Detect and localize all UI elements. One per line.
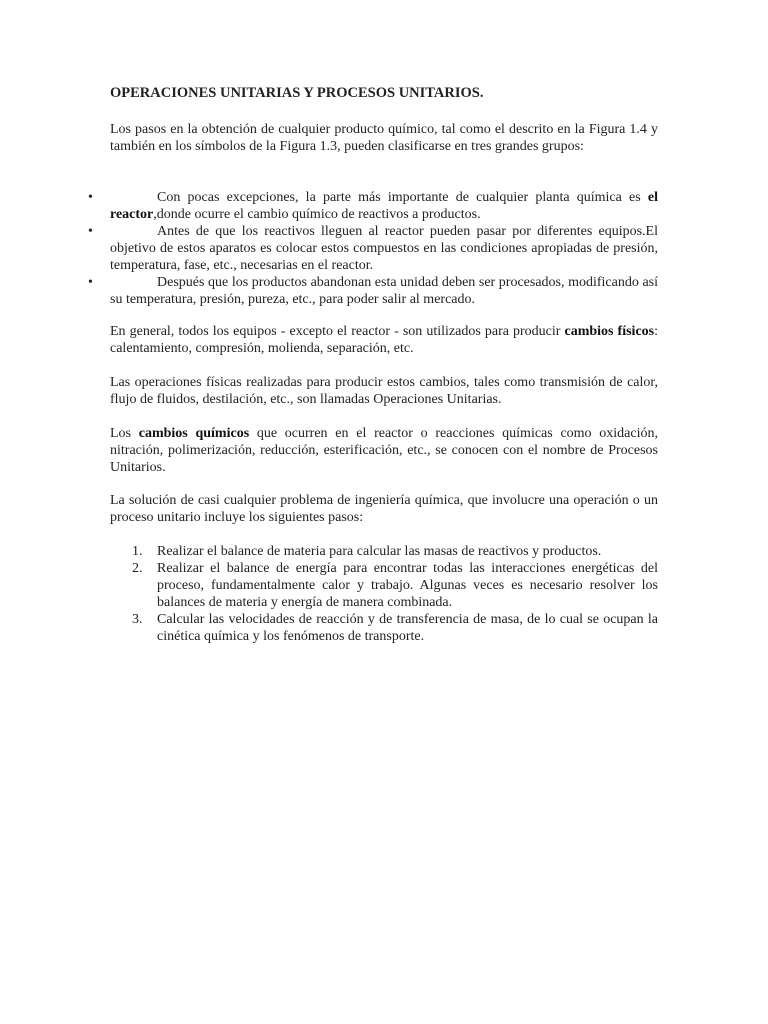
bold-text: el reactor bbox=[110, 190, 658, 222]
bold-text: cambios químicos bbox=[138, 426, 250, 441]
step-item bbox=[110, 560, 658, 611]
bullet-icon: • bbox=[88, 190, 93, 205]
operaciones-paragraph: Las operaciones físicas realizadas para producir estos cambios, tales como transmisión de calor, flujo de fluidos, destilación, etc., son llamadas Operaciones Unitarias. bbox=[110, 375, 658, 407]
step-text: Realizar el balance de energía para encontrar todas las interacciones energéticas del proceso, fundamentalmente calor y trabajo. Algunas veces es necesario resolver los balances de materia y energía de manera combinada. bbox=[157, 561, 658, 610]
paragraph-text: que ocurren en el reactor o reacciones químicas como oxidación, nitración, polimerización, reducción, esterificación, etc., se conocen con el nombre de Procesos Unitarios. bbox=[110, 426, 658, 475]
bullet-item bbox=[88, 223, 658, 274]
step-number: 3. bbox=[132, 612, 143, 627]
step-text: Calcular las velocidades de reacción y de transferencia de masa, de lo cual se ocupan la cinética química y los fenómenos de transporte. bbox=[157, 612, 658, 644]
bullet-list bbox=[88, 189, 658, 308]
paragraph-text: Los bbox=[110, 426, 139, 441]
bullet-text: Con pocas excepciones, la parte más importante de cualquier planta química es bbox=[157, 190, 648, 205]
general-paragraph bbox=[110, 323, 658, 357]
intro-paragraph: Los pasos en la obtención de cualquier producto químico, tal como el descrito en la Figura 1.4 y también en los símbolos de la Figura 1.3, pueden clasificarse en tres grandes grupos: bbox=[110, 122, 658, 154]
bullet-text: ,donde ocurre el cambio químico de reactivos a productos. bbox=[153, 207, 481, 222]
bullet-item bbox=[88, 274, 658, 308]
bullet-text: Antes de que los reactivos lleguen al reactor pueden pasar por diferentes equipos.El objetivo de estos aparatos es colocar estos compuestos en las condiciones apropiadas de presión, temperatura, fase, etc., necesarias en el reactor. bbox=[110, 224, 658, 273]
step-number: 1. bbox=[132, 544, 143, 559]
quimicos-paragraph bbox=[110, 425, 658, 476]
document-title: OPERACIONES UNITARIAS Y PROCESOS UNITARIOS. bbox=[110, 85, 484, 101]
paragraph-text: En general, todos los equipos - excepto el reactor - son utilizados para producir bbox=[110, 324, 565, 339]
bullet-icon: • bbox=[88, 275, 93, 290]
bold-text: cambios físicos bbox=[564, 324, 655, 339]
solucion-paragraph: La solución de casi cualquier problema de ingeniería química, que involucre una operación o un proceso unitario incluye los siguientes pasos: bbox=[110, 493, 658, 525]
bullet-text: Después que los productos abandonan esta unidad deben ser procesados, modificando así su temperatura, presión, pureza, etc., para poder salir al mercado. bbox=[110, 275, 658, 307]
step-text: Realizar el balance de materia para calcular las masas de reactivos y productos. bbox=[157, 544, 602, 559]
step-number: 2. bbox=[132, 561, 143, 576]
bullet-item bbox=[88, 189, 658, 223]
step-item bbox=[110, 543, 658, 560]
bullet-icon: • bbox=[88, 224, 93, 239]
step-item bbox=[110, 611, 658, 645]
steps-list bbox=[110, 543, 658, 645]
paragraph-text: : calentamiento, compresión, molienda, separación, etc. bbox=[110, 324, 658, 356]
